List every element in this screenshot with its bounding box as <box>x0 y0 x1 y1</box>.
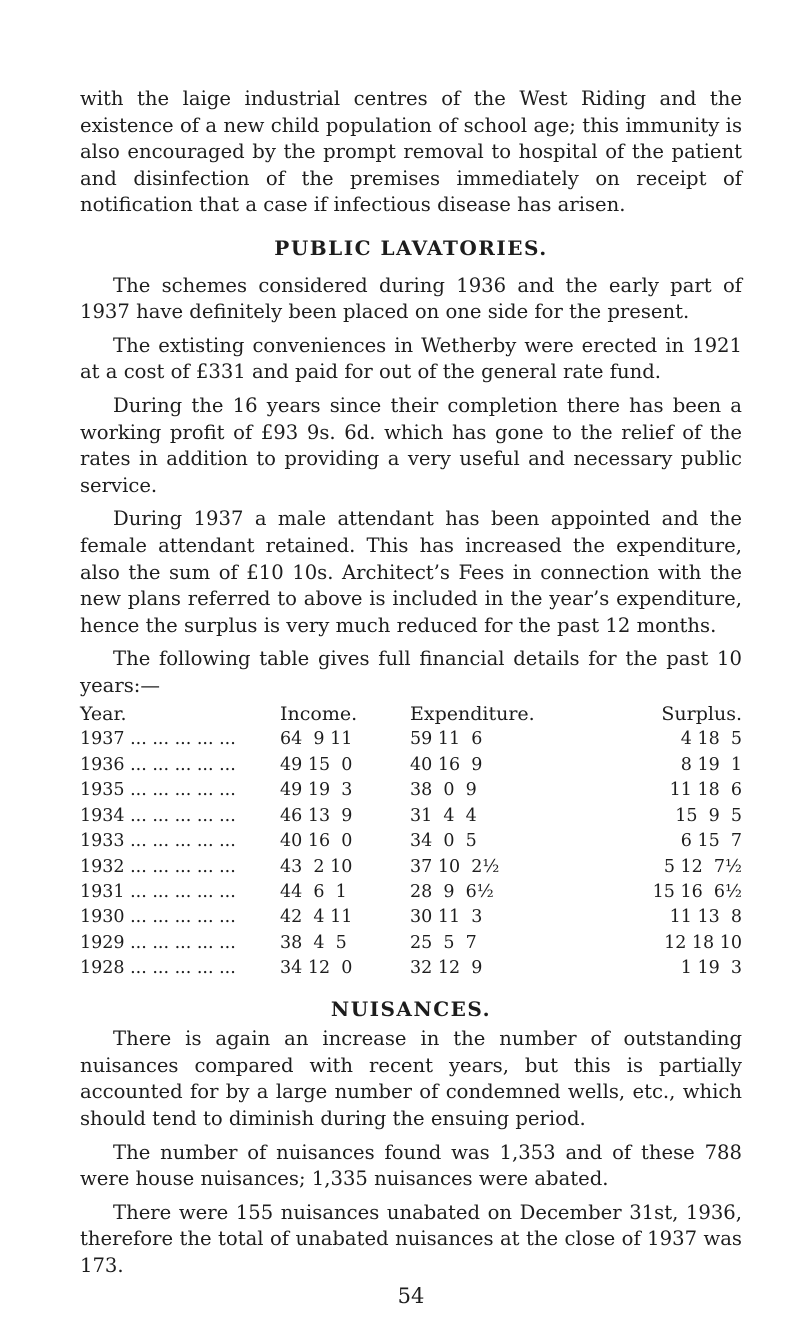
cell-income: 46 13 9 <box>280 805 353 826</box>
intro-paragraph: with the laige industrial centres of the West Riding and the existence of a new child population of school age; this immunity is also encouraged by the prompt removal to hospital of the patient and disinfection of the premises immediately on receipt of notification that a case if infectious disease has arisen. <box>80 87 742 217</box>
cell-surplus: 5 12 7½ <box>663 856 742 877</box>
cell-expenditure: 59 11 6 <box>410 729 483 750</box>
cell-income: 64 9 11 <box>280 729 353 750</box>
cell-income: 40 16 0 <box>280 831 353 852</box>
cell-year: 1933 ... ... ... ... ... <box>80 831 236 852</box>
cell-surplus: 15 9 5 <box>675 805 742 826</box>
cell-expenditure: 37 10 2½ <box>410 856 500 877</box>
cell-expenditure: 31 4 4 <box>410 805 477 826</box>
column-header-surplus: Surplus. <box>661 702 742 725</box>
cell-income: 44 6 1 <box>280 881 347 902</box>
table-row <box>80 855 742 880</box>
cell-surplus: 4 18 5 <box>680 729 742 750</box>
cell-income: 43 2 10 <box>280 856 353 877</box>
column-header-expenditure: Expenditure. <box>410 702 535 725</box>
table-row <box>80 727 742 752</box>
cell-surplus: 11 13 8 <box>669 907 742 928</box>
cell-year: 1937 ... ... ... ... ... <box>80 729 236 750</box>
table-row <box>80 880 742 905</box>
financial-table <box>80 701 742 981</box>
cell-year: 1935 ... ... ... ... ... <box>80 780 236 801</box>
cell-income: 49 19 3 <box>280 780 353 801</box>
cell-expenditure: 30 11 3 <box>410 907 483 928</box>
paragraph: During 1937 a male attendant has been appointed and the female attendant retained. This has increased the expenditure, also the sum of £10 10s. Architect’s Fees in connection with the new plans referred to above is included in the year’s expenditure, hence the surplus is very much reduced for the past 12 months. <box>80 507 742 637</box>
page-number: 54 <box>397 1284 425 1309</box>
cell-year: 1932 ... ... ... ... ... <box>80 856 236 877</box>
paragraph: The extisting conveniences in Wetherby were erected in 1921 at a cost of £331 and paid for out of the general rate fund. <box>80 333 742 384</box>
cell-expenditure: 40 16 9 <box>410 754 483 775</box>
column-header-year: Year. <box>80 702 127 725</box>
table-row <box>80 956 742 981</box>
table-row <box>80 931 742 956</box>
table-body <box>80 727 742 981</box>
cell-surplus: 11 18 6 <box>669 780 742 801</box>
paragraph: The following table gives full financial details for the past 10 years:— <box>80 647 742 697</box>
section-heading-public-lavatories: PUBLIC LAVATORIES. <box>274 235 548 260</box>
cell-year: 1929 ... ... ... ... ... <box>80 932 236 953</box>
table-row <box>80 804 742 829</box>
cell-year: 1934 ... ... ... ... ... <box>80 805 236 826</box>
cell-income: 42 4 11 <box>280 907 353 928</box>
cell-surplus: 8 19 1 <box>680 754 742 775</box>
table-row <box>80 829 742 854</box>
cell-expenditure: 34 0 5 <box>410 831 477 852</box>
cell-surplus: 15 16 6½ <box>652 881 742 902</box>
cell-expenditure: 25 5 7 <box>410 932 477 953</box>
table-row <box>80 905 742 930</box>
paragraph: The schemes considered during 1936 and the early part of 1937 have definitely been placed on one side for the present. <box>80 273 742 324</box>
cell-expenditure: 38 0 9 <box>410 780 477 801</box>
column-header-income: Income. <box>280 702 358 725</box>
cell-surplus: 1 19 3 <box>680 958 742 979</box>
table-header-row <box>80 701 742 727</box>
cell-income: 49 15 0 <box>280 754 353 775</box>
cell-income: 34 12 0 <box>280 958 353 979</box>
cell-year: 1931 ... ... ... ... ... <box>80 881 236 902</box>
cell-surplus: 12 18 10 <box>664 932 742 953</box>
financial-table-wrapper <box>80 701 742 981</box>
paragraph: There is again an increase in the number of outstanding nuisances compared with recent years, but this is partially accounted for by a large number of condemned wells, etc., which should tend to diminish during the ensuing period. <box>80 1027 742 1130</box>
table-row <box>80 778 742 803</box>
cell-income: 38 4 5 <box>280 932 347 953</box>
section-heading-nuisances: NUISANCES. <box>330 996 492 1021</box>
cell-year: 1936 ... ... ... ... ... <box>80 754 236 775</box>
cell-year: 1928 ... ... ... ... ... <box>80 958 236 979</box>
cell-expenditure: 28 9 6½ <box>410 881 494 902</box>
paragraph: The number of nuisances found was 1,353 and of these 788 were house nuisances; 1,335 nuisances were abated. <box>80 1140 742 1191</box>
cell-year: 1930 ... ... ... ... ... <box>80 907 236 928</box>
cell-surplus: 6 15 7 <box>680 831 742 852</box>
paragraph: During the 16 years since their completion there has been a working profit of £93 9s. 6d. which has gone to the relief of the rates in addition to providing a very useful and necessary public service. <box>80 393 742 497</box>
paragraph: There were 155 nuisances unabated on December 31st, 1936, therefore the total of unabated nuisances at the close of 1937 was 173. <box>80 1200 742 1277</box>
cell-expenditure: 32 12 9 <box>410 958 483 979</box>
table-row <box>80 753 742 778</box>
